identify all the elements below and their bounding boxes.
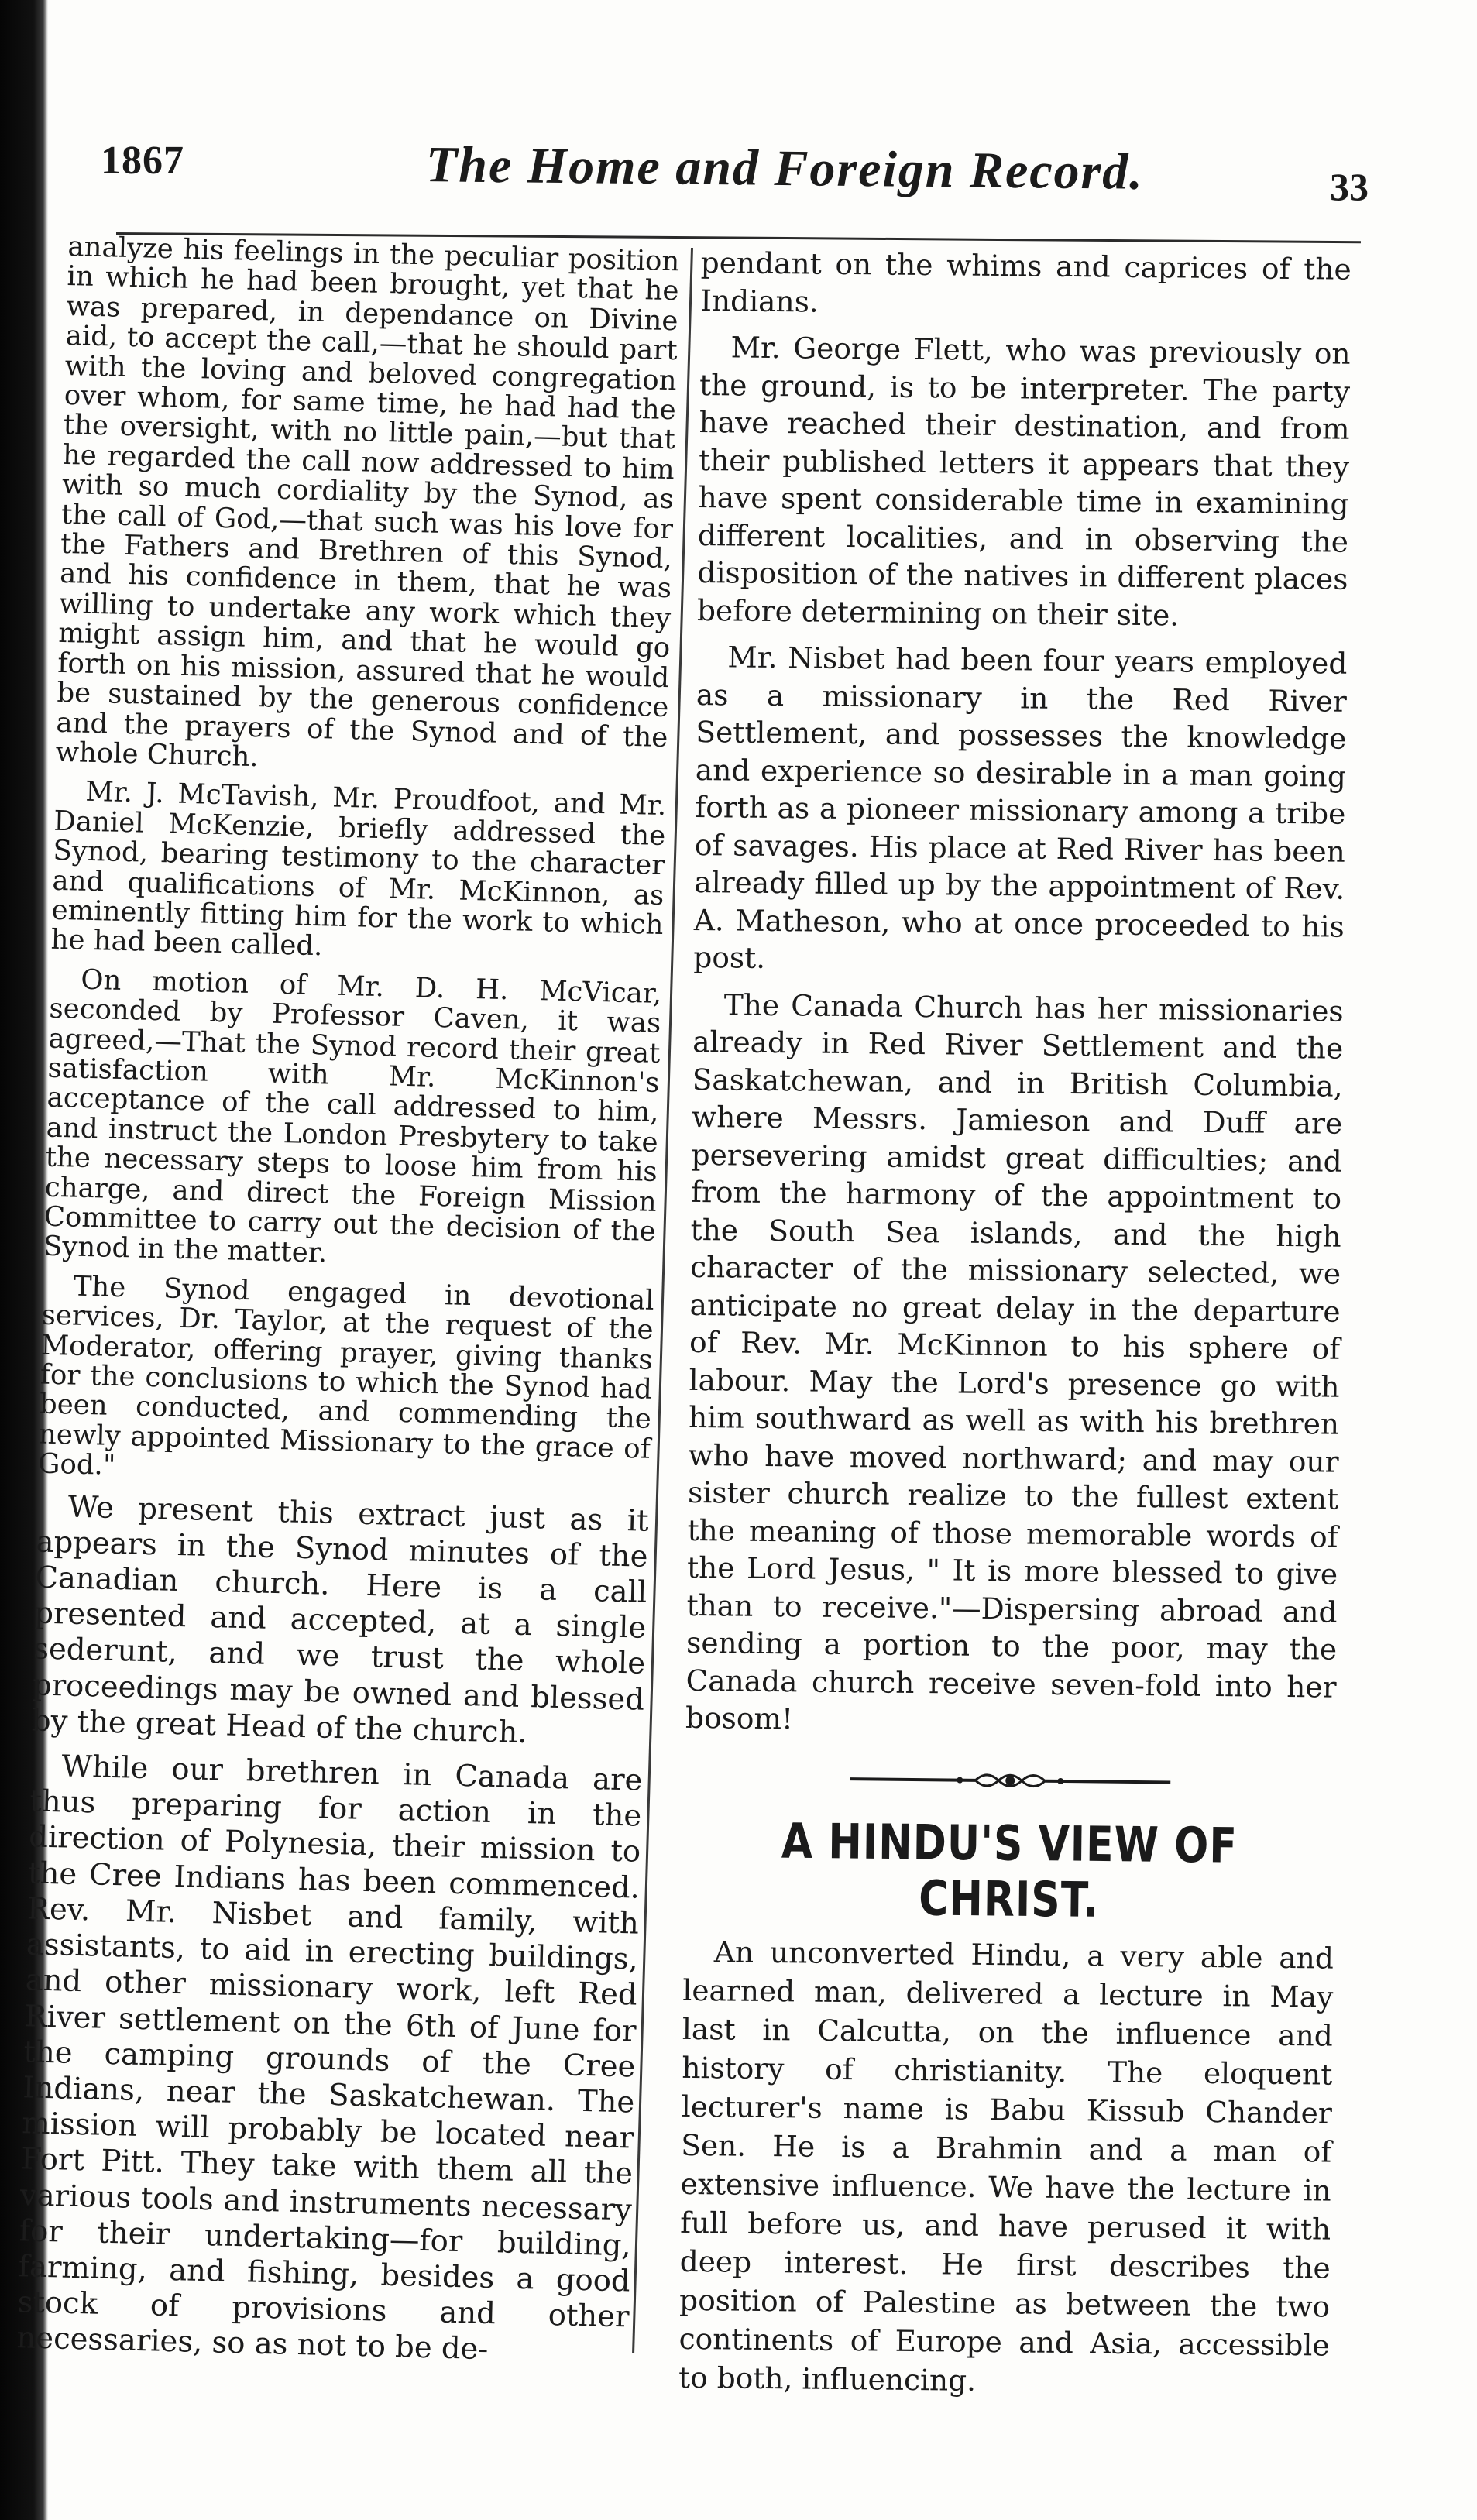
- quoted-paragraph: The Synod engaged in devotional services, Dr. Taylor, at the request of the Moderator, offering prayer, giving thanks for the conclusions to which the Synod had been conducted, and commending the newly appointed Missionary to the grace of God.": [37, 1270, 655, 1482]
- quoted-paragraph: analyze his feelings in the peculiar position in which he had been brought, yet that he was prepared, in dependance on Divine aid, to accept the call,—that he should part with the loving and beloved congregation over whom, for same time, he had had the the oversight, with no little pain,—but that he regarded the call now addressed to him with so much cordiality by the Synod, as the call of God,—that such was his love for the Fathers and Brethren of this Synod, and his confidence in them, that he was willing to undertake any work which they might assign him, and that he would go forth on his mission, assured that he would be sustained by the generous confidence and the prayers of the Synod and of the whole Church.: [55, 231, 680, 774]
- article-paragraph: An unconverted Hindu, a very able and learned man, delivered a lecture in May last in Calcutta, on the influence and history of christianity. The eloquent lecturer's name is Babu Kissub Chander Sen. He is a Brahmin and a man of extensive influence. We have the lecture in full before us, and have perused it with deep interest. He first describes the position of Palestine as between the two continents of Europe and Asia, accessible to both, influencing.: [678, 1934, 1334, 2398]
- page-number: 33: [1330, 165, 1369, 208]
- body-paragraph: We present this extract just as it appears in the Synod minutes of the Canadian church. Here is a call presented and accepted, at a single sederunt, and we trust the whole proceedings may be owned and blessed by the great Head of the church.: [31, 1489, 650, 1750]
- header-year: 1867: [101, 139, 184, 183]
- body-paragraph: Mr. George Flett, who was previously on the ground, is to be interpreter. The party have reached their destination, and from their published letters it appears that they have spent considerable time in examining different localities, and in observing the disposition of the natives in different places before determining on their site.: [696, 330, 1351, 632]
- publication-title: The Home and Foreign Record.: [425, 136, 1145, 201]
- quoted-paragraph: Mr. J. McTavish, Mr. Proudfoot, and Mr. Daniel McKenzie, briefly addressed the Synod, bearing testimony to the character and qualifications of Mr. McKinnon, as eminently fitting him for the work to which he had been called.: [50, 776, 667, 963]
- article-heading: A HINDU'S VIEW OF CHRIST.: [781, 1813, 1238, 1928]
- body-paragraph: While our brethren in Canada are thus preparing for action in the direction of Polynesia, their mission to the Cree Indians has been commenced. Rev. Mr. Nisbet and family, with assistants, to aid in erecting buildings, and other missionary work, left Red River settlement on the 6th of June for the camping grounds of the Cree Indians, near the Saskatchewan. The mission will probably be located near Fort Pitt. They take with them all the various tools and instruments necessary for their undertaking—for building, farming, and fishing, besides a good stock of provisions and other necessaries, so as not to be de-: [15, 1749, 643, 2367]
- body-paragraph: Mr. Nisbet had been four years employed as a missionary in the Red River Settlement, and possesses the knowledge and experience so desirable in a man going forth as a pioneer missionary among a tribe of savages. His place at Red River has been already filled up by the appointment of Rev. A. Matheson, who at once proceeded to his post.: [693, 640, 1348, 975]
- right-column: [678, 244, 1352, 2412]
- body-paragraph: The Canada Church has her missionaries already in Red River Settlement and the Saskatchewan, and in British Columbia, where Messrs. Jamieson and Duff are persevering amidst great difficulties; and from the harmony of the appointment to the South Sea islands, and the high character of the missionary selected, we anticipate no great delay in the departure of Rev. Mr. McKinnon to his sphere of labour. May the Lord's presence go with him southward as well as with his brethren who have moved northward; and may our sister church realize to the fullest extent the meaning of those memorable words of the Lord Jesus, " It is more blessed to give than to receive."—Dispersing abroad and sending a portion to the poor, may the Canada church receive seven-fold into her bosom!: [685, 987, 1344, 1736]
- ornamental-divider: [843, 1765, 1176, 1797]
- running-header: [101, 124, 1369, 225]
- quoted-paragraph: On motion of Mr. D. H. McVicar, seconded by Professor Caven, it was agreed,—That the Synod record their great satisfaction with Mr. McKinnon's acceptance of the call addressed to him, and instruct the London Presbytery to take the necessary steps to loose him from his charge, and direct the Foreign Mission Committee to carry out the decision of the Synod in the matter.: [43, 963, 662, 1269]
- left-column: [16, 232, 680, 2381]
- continued-paragraph: pendant on the whims and caprices of the Indians.: [700, 245, 1352, 319]
